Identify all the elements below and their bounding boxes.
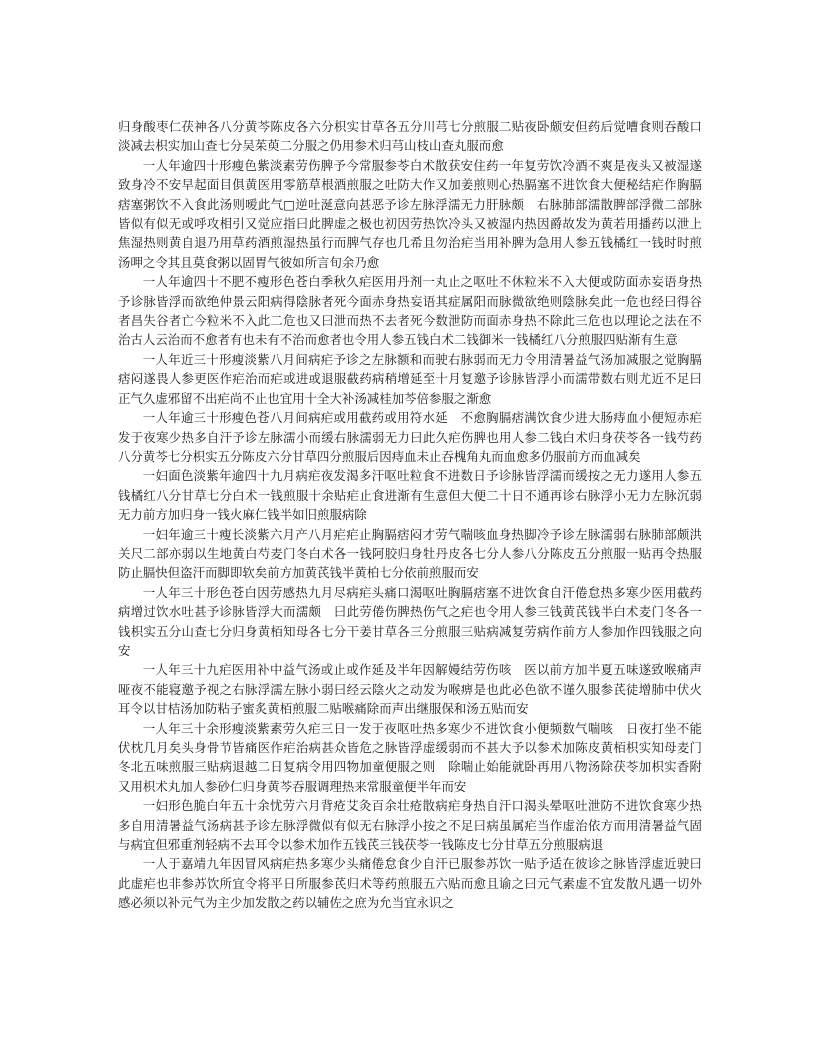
paragraph-10: 一人年三十余形瘦淡紫素劳久疟三日一发于夜呕吐热多寒少不进饮食小便频数气喘咳 日夜打坐不能伏枕几月矣头身骨节皆痛医作疟治病甚众皆危之脉皆浮虚缓弱而不甚大予以参术加陈皮黄栢枳实知母麦门冬北五味煎服三贴病退越二日复病令用四物加童便服之则 除喘止始能就卧再用八物汤除茯苓加枳实香附又用枳术丸加人参砂仁归身黄芩吞服调理热来常服童便半年而安 bbox=[118, 720, 702, 794]
paragraph-6: 一妇面色淡紫年逾四十九月病疟夜发渴多汗呕吐粒食不进数日予诊脉皆浮濡而缓按之无力遂用人参五钱橘红八分甘草七分白术一钱煎服十余贴疟止食进渐有生意但大便二十日不通再诊右脉浮小无力左脉沉弱无力前方加归身一钱火麻仁钱半如旧煎服病除 bbox=[118, 468, 702, 523]
document-page bbox=[118, 117, 702, 913]
paragraph-7: 一妇年逾三十瘦长淡紫六月产八月疟疟止胸膈痞闷才劳气喘咳血身热脚冷予诊左脉濡弱右脉肺部颇洪关尺二部亦弱以生地黄白芍麦门冬白术各一钱阿胶归身牡丹皮各七分人参八分陈皮五分煎服一贴再令热服防止膈快但盗汗而脚即软矣前方加黄芪钱半黄柏七分依前煎服而安 bbox=[118, 526, 702, 581]
paragraph-8: 一人年三十形色苍白因劳感热九月尽病疟头痛口渴呕吐胸膈痞塞不进饮食自汗倦怠热多寒少医用截药病增过饮水吐甚予诊脉皆浮大而濡颇 曰此劳倦伤脾热伤气之疟也令用人参三钱黄芪钱半白术麦门冬各一钱枳实五分山查七分归身黄栢知母各七分干姜甘草各三分煎服三贴病减复劳病作前方人参加作四钱服之向安 bbox=[118, 584, 702, 658]
paragraph-4: 一人年近三十形瘦淡紫八月间病疟予诊之左脉额和而驶右脉弱而无力令用清暑益气汤加减服之觉胸膈痞闷遂畏人参更医作疟治而疟或进或退服截药病稍增延至十月复邀予诊脉皆浮小而濡带数右则尤近不足曰正气久虚邪留不出疟尚不止也宜用十全大补汤减桂加芩倍参服之渐愈 bbox=[118, 351, 702, 406]
paragraph-1: 归身酸枣仁茯神各八分黄芩陈皮各六分枳实甘草各五分川芎七分煎服二贴夜卧颇安但药后觉嘈食则吞酸口淡减去枳实加山查七分吴茱萸二分服之仍用参术归芎山枝山查丸服而愈 bbox=[118, 119, 702, 154]
paragraph-11: 一妇形色脆白年五十余忧劳六月背疮艾灸百余壮疮散病疟身热自汗口渴头晕呕吐泄防不进饮食寒少热多自用清暑益气汤病甚予诊左脉浮微似有似无右脉浮小按之不足曰病虽属疟当作虚治依方而用清暑益气固与病宜但邪重剂轻病不去耳令以参术加作五钱芪三钱茯苓一钱陈皮七分甘草五分煎服病退 bbox=[118, 798, 702, 853]
paragraph-3: 一人年逾四十不肥不瘦形色苍白季秋久疟医用丹剂一丸止之呕吐不休粒米不入大便或防面赤妄语身热予诊脉皆浮而欲绝仲景云阳病得陰脉者死今面赤身热妄语其症属阳而脉微欲绝则陰脉矣此一危也经曰得谷者昌失谷者亡今粒米不入此二危也又曰泄而热不去者死今数泄防而面赤身热不除此三危也以理论之法在不治古人云治而不愈者有也未有不治而愈者也令用人参五钱白术二钱御米一钱橘红八分煎服四贴渐有生意 bbox=[118, 274, 702, 348]
paragraph-9: 一人年三十九疟医用补中益气汤或止或作延及半年因解嫚结劳伤咳 医以前方加半夏五味遂致喉痛声哑夜不能寝邀予视之右脉浮濡左脉小弱曰经云陰火之动发为喉痹是也此必色欲不谨久服参芪徒增肺中伏火耳令以甘桔汤加防粘子蜜炙黄栢煎服二贴喉痛除而声出继服保和汤五贴而安 bbox=[118, 662, 702, 717]
paragraph-2: 一人年逾四十形瘦色紫淡素劳伤脾予今常服参苓白术散获安住药一年复劳饮冷酒不爽是夜头又被湿遂致身冷不安早起面目俱黄医用零筋草根酒煎服之吐防大作又加姜煎则心热膈塞不进饮食大便秘结疟作胸膈痞塞粥饮不入食此汤则嗳此气□逆吐涎意向甚恶予诊左脉浮濡无力肝脉颇 右脉肺部濡散脾部浮微二部脉皆似有似无或呼攻相引又觉应指曰此脾虚之极也初因劳热饮冷头又被湿内热因爵故发为黄若用播药以泄上焦湿热则黄自退乃用草药酒煎湿热虽行而脾气存也几希且勿治疟当用补脾为急用人参五钱橘红一钱时时煎汤呷之令其且莫食粥以固胃气彼如所言旬余乃愈 bbox=[118, 157, 702, 270]
paragraph-12: 一人于嘉靖九年因冒风病疟热多寒少头痛倦怠食少自汗已服参苏饮一贴予适在彼诊之脉皆浮虚近驶曰此虚疟也非参苏饮所宜令将平日所服参芪归术等药煎服五六贴而愈且谕之曰元气素虚不宜发散凡遇一切外感必须以补元气为主少加发散之药以辅佐之庶为允当宜永识之 bbox=[118, 856, 702, 911]
paragraph-5: 一人年逾三十形瘦色苍八月间病疟或用截药或用符水延 不愈胸膈痞满饮食少进大肠痔血小便短赤疟发于夜寒少热多自汗予诊左脉濡小而缓右脉濡弱无力曰此久疟伤脾也用人参二钱白术归身茯苓各一钱芍药八分黄芩七分枳实五分陈皮六分甘草四分煎服后因痔血未止吞槐角丸而血愈多仍服前方而血减矣 bbox=[118, 410, 702, 464]
